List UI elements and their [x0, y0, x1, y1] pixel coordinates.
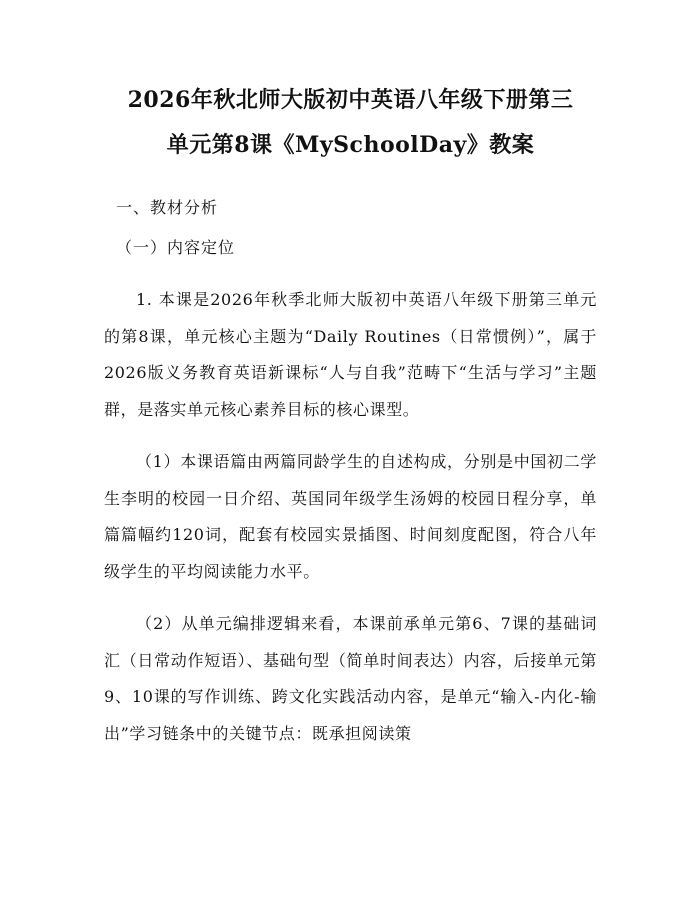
section-heading-textbook-analysis: 一、教材分析: [116, 198, 219, 217]
paragraph-3: （2）从单元编排逻辑来看，本课前承单元第6、7课的基础词汇（日常动作短语）、基础句型（简单时间表达）内容，后接单元第9、10课的写作训练、跨文化实践活动内容，是单元“输入-内化-输出”学习链条中的关键节点：既承担阅读策: [104, 614, 597, 743]
paragraph-2: （1）本课语篇由两篇同龄学生的自述构成，分别是中国初二学生李明的校园一日介绍、英国同年级学生汤姆的校园日程分享，单篇篇幅约120词，配套有校园实景插图、时间刻度配图，符合八年级学生的平均阅读能力水平。: [104, 452, 597, 581]
paragraph-1: 1. 本课是2026年秋季北师大版初中英语八年级下册第三单元的第8课，单元核心主题为“Daily Routines（日常惯例）”，属于2026版义务教育英语新课标“人与自我”范畴下“生活与学习”主题群，是落实单元核心素养目标的核心课型。: [104, 290, 597, 419]
title-line-2: 单元第8课《MySchoolDay》教案: [166, 132, 535, 158]
subsection-heading-content-positioning: （一）内容定位: [116, 238, 236, 257]
document-title: [104, 78, 597, 168]
title-line-1: 2026年秋北师大版初中英语八年级下册第三: [127, 87, 574, 113]
document-page: [104, 78, 597, 752]
